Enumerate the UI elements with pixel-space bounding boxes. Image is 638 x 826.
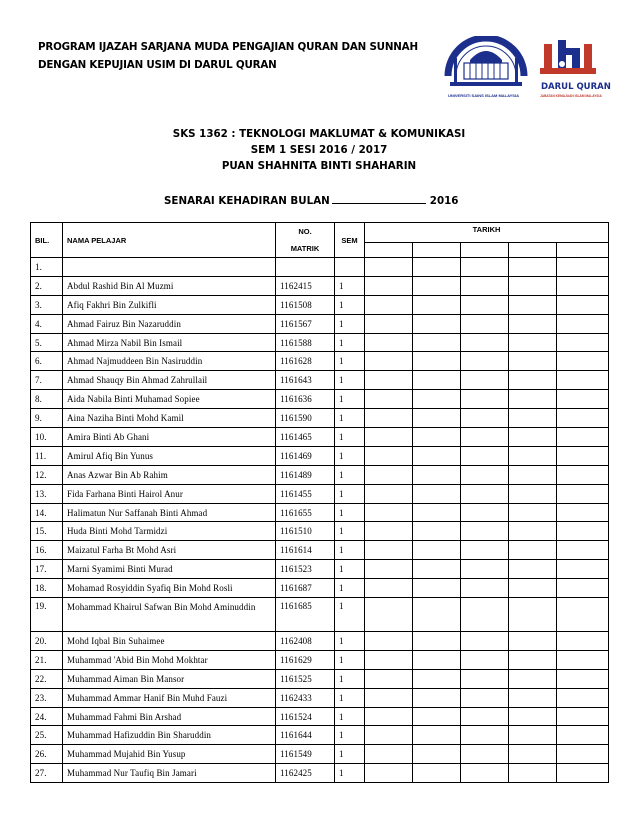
bil-cell: 22. bbox=[31, 669, 63, 688]
sem-cell bbox=[335, 258, 365, 277]
table-row bbox=[31, 503, 609, 522]
date-slot-header bbox=[365, 242, 413, 257]
col-header-sem: SEM bbox=[335, 223, 365, 258]
attendance-cell[interactable] bbox=[557, 726, 609, 745]
student-name-cell: Ahmad Najmuddeen Bin Nasiruddin bbox=[63, 352, 276, 371]
attendance-cell[interactable] bbox=[413, 484, 461, 503]
month-blank bbox=[332, 193, 426, 204]
col-header-nama: NAMA PELAJAR bbox=[63, 223, 276, 258]
table-row bbox=[31, 726, 609, 745]
matrik-cell: 1161590 bbox=[276, 409, 335, 428]
attendance-cell[interactable] bbox=[557, 484, 609, 503]
attendance-cell[interactable] bbox=[413, 707, 461, 726]
dq-caption: JABATAN KEMAJUAN ISLAM MALAYSIA bbox=[540, 94, 602, 98]
attendance-cell[interactable] bbox=[461, 560, 509, 579]
student-name-cell: Ahmad Shauqy Bin Ahmad Zahrullail bbox=[63, 371, 276, 390]
attendance-cell[interactable] bbox=[461, 688, 509, 707]
bil-cell: 6. bbox=[31, 352, 63, 371]
date-slot-header bbox=[509, 242, 557, 257]
attendance-cell[interactable] bbox=[461, 707, 509, 726]
attendance-cell[interactable] bbox=[509, 522, 557, 541]
sem-cell: 1 bbox=[335, 446, 365, 465]
course-title: SKS 1362 : TEKNOLOGI MAKLUMAT & KOMUNIKASI bbox=[172, 128, 466, 140]
table-row bbox=[31, 428, 609, 447]
attendance-cell[interactable] bbox=[365, 707, 413, 726]
sem-cell: 1 bbox=[335, 688, 365, 707]
attendance-cell[interactable] bbox=[557, 258, 609, 277]
attendance-label: SENARAI KEHADIRAN BULAN bbox=[164, 195, 330, 207]
student-name-cell: Anas Azwar Bin Ab Rahim bbox=[63, 465, 276, 484]
student-name-cell: Maizatul Farha Bt Mohd Asri bbox=[63, 541, 276, 560]
sem-cell: 1 bbox=[335, 409, 365, 428]
student-name-cell: Mohd Iqbal Bin Suhaimee bbox=[63, 632, 276, 651]
sem-cell: 1 bbox=[335, 598, 365, 632]
matrik-cell bbox=[276, 258, 335, 277]
bil-cell: 12. bbox=[31, 465, 63, 484]
table-row bbox=[31, 541, 609, 560]
matrik-cell: 1161525 bbox=[276, 669, 335, 688]
date-slot-header bbox=[413, 242, 461, 257]
attendance-cell[interactable] bbox=[365, 484, 413, 503]
matrik-cell: 1161685 bbox=[276, 598, 335, 632]
attendance-cell[interactable] bbox=[509, 598, 557, 632]
bil-cell: 10. bbox=[31, 428, 63, 447]
attendance-cell[interactable] bbox=[413, 333, 461, 352]
bil-cell: 27. bbox=[31, 764, 63, 783]
attendance-cell[interactable] bbox=[365, 541, 413, 560]
attendance-cell[interactable] bbox=[509, 333, 557, 352]
matrik-cell: 1161655 bbox=[276, 503, 335, 522]
program-title-line1: PROGRAM IJAZAH SARJANA MUDA PENGAJIAN QURAN DAN SUNNAH bbox=[38, 41, 418, 53]
student-name-cell: Muhammad Mujahid Bin Yusup bbox=[63, 745, 276, 764]
attendance-cell[interactable] bbox=[557, 669, 609, 688]
attendance-cell[interactable] bbox=[365, 764, 413, 783]
bil-cell: 2. bbox=[31, 276, 63, 295]
bil-cell: 18. bbox=[31, 579, 63, 598]
bil-cell: 13. bbox=[31, 484, 63, 503]
bil-cell: 26. bbox=[31, 745, 63, 764]
matrik-cell: 1161567 bbox=[276, 314, 335, 333]
bil-cell: 5. bbox=[31, 333, 63, 352]
attendance-cell[interactable] bbox=[509, 446, 557, 465]
attendance-cell[interactable] bbox=[557, 409, 609, 428]
matrik-cell: 1162433 bbox=[276, 688, 335, 707]
attendance-cell[interactable] bbox=[509, 745, 557, 764]
attendance-cell[interactable] bbox=[461, 632, 509, 651]
attendance-cell[interactable] bbox=[509, 409, 557, 428]
lecturer-name: PUAN SHAHNITA BINTI SHAHARIN bbox=[221, 160, 417, 172]
attendance-cell[interactable] bbox=[365, 352, 413, 371]
attendance-cell[interactable] bbox=[413, 409, 461, 428]
date-slot-header bbox=[557, 242, 609, 257]
matrik-cell: 1161508 bbox=[276, 295, 335, 314]
attendance-cell[interactable] bbox=[509, 352, 557, 371]
attendance-cell[interactable] bbox=[461, 446, 509, 465]
attendance-cell[interactable] bbox=[461, 669, 509, 688]
attendance-cell[interactable] bbox=[413, 669, 461, 688]
col-header-matrik-label: MATRIK bbox=[290, 244, 320, 253]
col-header-bil: BIL. bbox=[31, 223, 63, 258]
bil-cell: 15. bbox=[31, 522, 63, 541]
sem-cell: 1 bbox=[335, 632, 365, 651]
attendance-cell[interactable] bbox=[365, 503, 413, 522]
attendance-cell[interactable] bbox=[461, 409, 509, 428]
attendance-cell[interactable] bbox=[509, 669, 557, 688]
sem-cell: 1 bbox=[335, 484, 365, 503]
sem-cell: 1 bbox=[335, 295, 365, 314]
attendance-cell[interactable] bbox=[365, 522, 413, 541]
attendance-cell[interactable] bbox=[461, 295, 509, 314]
table-row bbox=[31, 560, 609, 579]
matrik-cell: 1161636 bbox=[276, 390, 335, 409]
sem-cell: 1 bbox=[335, 745, 365, 764]
attendance-cell[interactable] bbox=[461, 484, 509, 503]
attendance-cell[interactable] bbox=[365, 688, 413, 707]
sem-cell: 1 bbox=[335, 352, 365, 371]
matrik-cell: 1162415 bbox=[276, 276, 335, 295]
attendance-cell[interactable] bbox=[461, 598, 509, 632]
attendance-cell[interactable] bbox=[461, 258, 509, 277]
table-row bbox=[31, 669, 609, 688]
attendance-cell[interactable] bbox=[509, 764, 557, 783]
matrik-cell: 1161687 bbox=[276, 579, 335, 598]
attendance-cell[interactable] bbox=[509, 707, 557, 726]
col-header-tarikh: TARIKH bbox=[365, 223, 609, 243]
attendance-cell[interactable] bbox=[557, 650, 609, 669]
student-name-cell: Aida Nabila Binti Muhamad Sopiee bbox=[63, 390, 276, 409]
attendance-cell[interactable] bbox=[461, 503, 509, 522]
student-name-cell: Huda Binti Mohd Tarmidzi bbox=[63, 522, 276, 541]
attendance-cell[interactable] bbox=[557, 707, 609, 726]
attendance-cell[interactable] bbox=[365, 258, 413, 277]
table-row bbox=[31, 688, 609, 707]
attendance-cell[interactable] bbox=[413, 726, 461, 745]
attendance-cell[interactable] bbox=[557, 745, 609, 764]
attendance-cell[interactable] bbox=[413, 579, 461, 598]
attendance-cell[interactable] bbox=[413, 428, 461, 447]
table-row bbox=[31, 390, 609, 409]
matrik-cell: 1161465 bbox=[276, 428, 335, 447]
sem-cell: 1 bbox=[335, 522, 365, 541]
bil-cell: 9. bbox=[31, 409, 63, 428]
attendance-cell[interactable] bbox=[509, 390, 557, 409]
attendance-cell[interactable] bbox=[557, 314, 609, 333]
matrik-cell: 1161455 bbox=[276, 484, 335, 503]
sem-cell: 1 bbox=[335, 503, 365, 522]
sem-cell: 1 bbox=[335, 333, 365, 352]
attendance-cell[interactable] bbox=[461, 541, 509, 560]
matrik-cell: 1161524 bbox=[276, 707, 335, 726]
attendance-cell[interactable] bbox=[413, 258, 461, 277]
attendance-cell[interactable] bbox=[557, 446, 609, 465]
attendance-cell[interactable] bbox=[365, 446, 413, 465]
table-row bbox=[31, 579, 609, 598]
attendance-cell[interactable] bbox=[413, 276, 461, 295]
table-row bbox=[31, 295, 609, 314]
attendance-cell[interactable] bbox=[509, 484, 557, 503]
student-name-cell: Muhammad Aiman Bin Mansor bbox=[63, 669, 276, 688]
attendance-cell[interactable] bbox=[365, 295, 413, 314]
attendance-cell[interactable] bbox=[557, 371, 609, 390]
attendance-cell[interactable] bbox=[461, 390, 509, 409]
student-name-cell: Muhammad Nur Taufiq Bin Jamari bbox=[63, 764, 276, 783]
bil-cell: 20. bbox=[31, 632, 63, 651]
attendance-cell[interactable] bbox=[365, 428, 413, 447]
bil-cell: 8. bbox=[31, 390, 63, 409]
bil-cell: 19. bbox=[31, 598, 63, 632]
darul-quran-wordmark: DARUL QURAN bbox=[541, 82, 611, 92]
attendance-cell[interactable] bbox=[509, 428, 557, 447]
matrik-cell: 1161510 bbox=[276, 522, 335, 541]
attendance-cell[interactable] bbox=[413, 688, 461, 707]
attendance-cell[interactable] bbox=[365, 745, 413, 764]
bil-cell: 4. bbox=[31, 314, 63, 333]
student-name-cell: Marni Syamimi Binti Murad bbox=[63, 560, 276, 579]
matrik-cell: 1161643 bbox=[276, 371, 335, 390]
attendance-cell[interactable] bbox=[365, 333, 413, 352]
student-name-cell: Afiq Fakhri Bin Zulkifli bbox=[63, 295, 276, 314]
student-name-cell: Ahmad Fairuz Bin Nazaruddin bbox=[63, 314, 276, 333]
attendance-cell[interactable] bbox=[509, 258, 557, 277]
attendance-cell[interactable] bbox=[413, 650, 461, 669]
table-row bbox=[31, 522, 609, 541]
student-name-cell: Ahmad Mirza Nabil Bin Ismail bbox=[63, 333, 276, 352]
attendance-cell[interactable] bbox=[413, 371, 461, 390]
attendance-cell[interactable] bbox=[365, 314, 413, 333]
table-row bbox=[31, 409, 609, 428]
table-row bbox=[31, 333, 609, 352]
table-row bbox=[31, 314, 609, 333]
attendance-cell[interactable] bbox=[557, 522, 609, 541]
attendance-cell[interactable] bbox=[461, 352, 509, 371]
attendance-cell[interactable] bbox=[557, 764, 609, 783]
attendance-cell[interactable] bbox=[509, 579, 557, 598]
sem-cell: 1 bbox=[335, 726, 365, 745]
student-name-cell bbox=[63, 258, 276, 277]
matrik-cell: 1161489 bbox=[276, 465, 335, 484]
sem-cell: 1 bbox=[335, 579, 365, 598]
program-header bbox=[38, 38, 418, 74]
table-row bbox=[31, 276, 609, 295]
attendance-cell[interactable] bbox=[413, 503, 461, 522]
attendance-year: 2016 bbox=[429, 195, 459, 207]
sem-cell: 1 bbox=[335, 707, 365, 726]
attendance-month-line bbox=[164, 193, 458, 209]
student-name-cell: Muhammad Fahmi Bin Arshad bbox=[63, 707, 276, 726]
usim-caption: UNIVERSITI SAINS ISLAM MALAYSIA bbox=[448, 93, 519, 98]
session-title: SEM 1 SESI 2016 / 2017 bbox=[250, 144, 388, 156]
matrik-cell: 1162425 bbox=[276, 764, 335, 783]
attendance-cell[interactable] bbox=[413, 295, 461, 314]
table-row bbox=[31, 632, 609, 651]
matrik-cell: 1161549 bbox=[276, 745, 335, 764]
attendance-cell[interactable] bbox=[461, 522, 509, 541]
attendance-cell[interactable] bbox=[461, 371, 509, 390]
student-name-cell: Mohammad Khairul Safwan Bin Mohd Aminuddin bbox=[63, 598, 276, 632]
matrik-cell: 1161614 bbox=[276, 541, 335, 560]
attendance-cell[interactable] bbox=[461, 314, 509, 333]
table-row bbox=[31, 650, 609, 669]
student-name-cell: Aina Naziha Binti Mohd Kamil bbox=[63, 409, 276, 428]
table-row bbox=[31, 484, 609, 503]
table-row bbox=[31, 764, 609, 783]
table-row bbox=[31, 707, 609, 726]
sem-cell: 1 bbox=[335, 276, 365, 295]
attendance-cell[interactable] bbox=[461, 764, 509, 783]
attendance-table bbox=[30, 222, 609, 783]
attendance-cell[interactable] bbox=[365, 632, 413, 651]
attendance-cell[interactable] bbox=[365, 650, 413, 669]
matrik-cell: 1161469 bbox=[276, 446, 335, 465]
bil-cell: 24. bbox=[31, 707, 63, 726]
bil-cell: 25. bbox=[31, 726, 63, 745]
bil-cell: 7. bbox=[31, 371, 63, 390]
attendance-cell[interactable] bbox=[557, 333, 609, 352]
table-row bbox=[31, 446, 609, 465]
student-rows bbox=[31, 258, 609, 783]
attendance-cell[interactable] bbox=[557, 541, 609, 560]
table-row bbox=[31, 371, 609, 390]
sem-cell: 1 bbox=[335, 560, 365, 579]
attendance-cell[interactable] bbox=[509, 632, 557, 651]
attendance-cell[interactable] bbox=[413, 314, 461, 333]
attendance-cell[interactable] bbox=[557, 295, 609, 314]
attendance-cell[interactable] bbox=[413, 465, 461, 484]
student-name-cell: Fida Farhana Binti Hairol Anur bbox=[63, 484, 276, 503]
attendance-cell[interactable] bbox=[557, 579, 609, 598]
sem-cell: 1 bbox=[335, 371, 365, 390]
attendance-cell[interactable] bbox=[509, 314, 557, 333]
attendance-cell[interactable] bbox=[461, 333, 509, 352]
attendance-cell[interactable] bbox=[365, 390, 413, 409]
attendance-cell[interactable] bbox=[557, 632, 609, 651]
student-name-cell: Muhammad 'Abid Bin Mohd Mokhtar bbox=[63, 650, 276, 669]
bil-cell: 17. bbox=[31, 560, 63, 579]
bil-cell: 3. bbox=[31, 295, 63, 314]
attendance-cell[interactable] bbox=[413, 598, 461, 632]
attendance-cell[interactable] bbox=[413, 352, 461, 371]
attendance-cell[interactable] bbox=[509, 465, 557, 484]
student-name-cell: Amirul Afiq Bin Yunus bbox=[63, 446, 276, 465]
attendance-cell[interactable] bbox=[365, 579, 413, 598]
student-name-cell: Halimatun Nur Saffanah Binti Ahmad bbox=[63, 503, 276, 522]
attendance-cell[interactable] bbox=[413, 541, 461, 560]
attendance-cell[interactable] bbox=[509, 541, 557, 560]
attendance-cell[interactable] bbox=[365, 276, 413, 295]
usim-logo bbox=[440, 36, 532, 102]
attendance-cell[interactable] bbox=[557, 276, 609, 295]
attendance-cell[interactable] bbox=[365, 560, 413, 579]
attendance-cell[interactable] bbox=[509, 560, 557, 579]
matrik-cell: 1161523 bbox=[276, 560, 335, 579]
darul-quran-logo bbox=[538, 38, 611, 102]
attendance-cell[interactable] bbox=[413, 764, 461, 783]
attendance-cell[interactable] bbox=[413, 390, 461, 409]
attendance-cell[interactable] bbox=[365, 669, 413, 688]
student-name-cell: Mohamad Rosyiddin Syafiq Bin Mohd Rosli bbox=[63, 579, 276, 598]
attendance-cell[interactable] bbox=[413, 745, 461, 764]
sem-cell: 1 bbox=[335, 541, 365, 560]
attendance-cell[interactable] bbox=[365, 598, 413, 632]
table-row bbox=[31, 352, 609, 371]
attendance-cell[interactable] bbox=[509, 295, 557, 314]
attendance-cell[interactable] bbox=[413, 632, 461, 651]
attendance-cell[interactable] bbox=[461, 465, 509, 484]
attendance-cell[interactable] bbox=[365, 371, 413, 390]
sem-cell: 1 bbox=[335, 428, 365, 447]
table-row bbox=[31, 465, 609, 484]
matrik-cell: 1161644 bbox=[276, 726, 335, 745]
attendance-cell[interactable] bbox=[557, 598, 609, 632]
attendance-cell[interactable] bbox=[461, 276, 509, 295]
sem-cell: 1 bbox=[335, 390, 365, 409]
col-header-no: NO. bbox=[298, 227, 312, 236]
bil-cell: 11. bbox=[31, 446, 63, 465]
matrik-cell: 1161628 bbox=[276, 352, 335, 371]
sem-cell: 1 bbox=[335, 669, 365, 688]
attendance-cell[interactable] bbox=[461, 650, 509, 669]
table-row bbox=[31, 258, 609, 277]
attendance-cell[interactable] bbox=[557, 688, 609, 707]
attendance-cell[interactable] bbox=[557, 465, 609, 484]
col-header-matrik bbox=[276, 223, 335, 258]
attendance-cell[interactable] bbox=[509, 688, 557, 707]
matrik-cell: 1162408 bbox=[276, 632, 335, 651]
attendance-cell[interactable] bbox=[509, 650, 557, 669]
bil-cell: 16. bbox=[31, 541, 63, 560]
attendance-cell[interactable] bbox=[557, 352, 609, 371]
bil-cell: 23. bbox=[31, 688, 63, 707]
attendance-cell[interactable] bbox=[557, 428, 609, 447]
student-name-cell: Amira Binti Ab Ghani bbox=[63, 428, 276, 447]
sem-cell: 1 bbox=[335, 764, 365, 783]
bil-cell: 21. bbox=[31, 650, 63, 669]
sem-cell: 1 bbox=[335, 650, 365, 669]
table-row bbox=[31, 745, 609, 764]
attendance-cell[interactable] bbox=[509, 371, 557, 390]
student-name-cell: Muhammad Ammar Hanif Bin Muhd Fauzi bbox=[63, 688, 276, 707]
attendance-cell[interactable] bbox=[557, 560, 609, 579]
matrik-cell: 1161588 bbox=[276, 333, 335, 352]
sem-cell: 1 bbox=[335, 465, 365, 484]
date-slot-header bbox=[461, 242, 509, 257]
attendance-cell[interactable] bbox=[461, 726, 509, 745]
program-title-line2: DENGAN KEPUJIAN USIM DI DARUL QURAN bbox=[38, 59, 277, 71]
student-name-cell: Muhammad Hafizuddin Bin Sharuddin bbox=[63, 726, 276, 745]
attendance-cell[interactable] bbox=[413, 560, 461, 579]
attendance-cell[interactable] bbox=[365, 465, 413, 484]
attendance-cell[interactable] bbox=[365, 409, 413, 428]
attendance-cell[interactable] bbox=[557, 390, 609, 409]
attendance-cell[interactable] bbox=[365, 726, 413, 745]
sem-cell: 1 bbox=[335, 314, 365, 333]
attendance-cell[interactable] bbox=[413, 446, 461, 465]
attendance-cell[interactable] bbox=[461, 428, 509, 447]
bil-cell: 14. bbox=[31, 503, 63, 522]
attendance-cell[interactable] bbox=[461, 745, 509, 764]
attendance-cell[interactable] bbox=[461, 579, 509, 598]
matrik-cell: 1161629 bbox=[276, 650, 335, 669]
attendance-cell[interactable] bbox=[509, 726, 557, 745]
attendance-cell[interactable] bbox=[413, 522, 461, 541]
table-row bbox=[31, 598, 609, 632]
attendance-cell[interactable] bbox=[557, 503, 609, 522]
bil-cell: 1. bbox=[31, 258, 63, 277]
attendance-cell[interactable] bbox=[509, 276, 557, 295]
attendance-cell[interactable] bbox=[509, 503, 557, 522]
student-name-cell: Abdul Rashid Bin Al Muzmi bbox=[63, 276, 276, 295]
